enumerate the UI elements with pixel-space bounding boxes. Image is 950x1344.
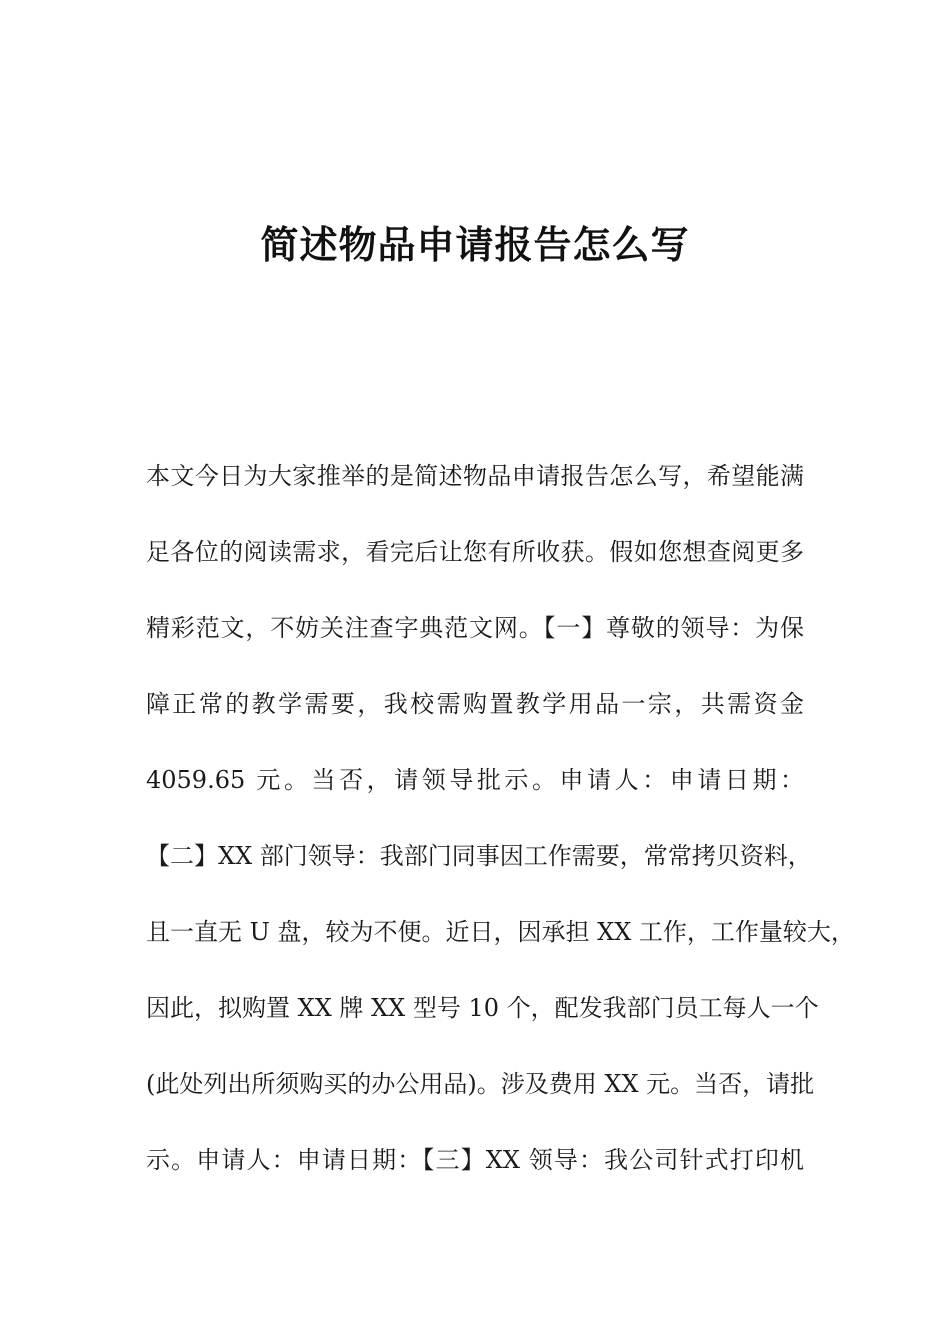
body-line-9: (此处列出所须购买的办公用品)。涉及费用 XX 元。当否，请批 [146, 1070, 815, 1098]
body-line-6: 【二】XX 部门领导：我部门同事因工作需要，常常拷贝资料， [146, 842, 812, 870]
document-title: 简述物品申请报告怎么写 [260, 223, 690, 267]
body-line-3: 精彩范文，不妨关注查字典范文网。【一】尊敬的领导：为保 [146, 614, 804, 642]
document-body [146, 452, 855, 1212]
body-line-7: 且一直无 U 盘，较为不便。近日，因承担 XX 工作，工作量较大， [146, 918, 855, 946]
body-line-8: 因此，拟购置 XX 牌 XX 型号 10 个，配发我部门员工每人一个 [146, 994, 819, 1022]
body-line-2: 足各位的阅读需求，看完后让您有所收获。假如您想查阅更多 [146, 538, 804, 566]
body-line-5: 4059.65 元。当否，请领导批示。申请人：申请日期： [146, 766, 804, 794]
body-line-4: 障正常的教学需要，我校需购置教学用品一宗，共需资金 [146, 690, 804, 718]
body-line-1: 本文今日为大家推举的是简述物品申请报告怎么写，希望能满 [146, 462, 804, 490]
body-line-10: 示。申请人：申请日期：【三】XX 领导：我公司针式打印机 [146, 1146, 804, 1174]
